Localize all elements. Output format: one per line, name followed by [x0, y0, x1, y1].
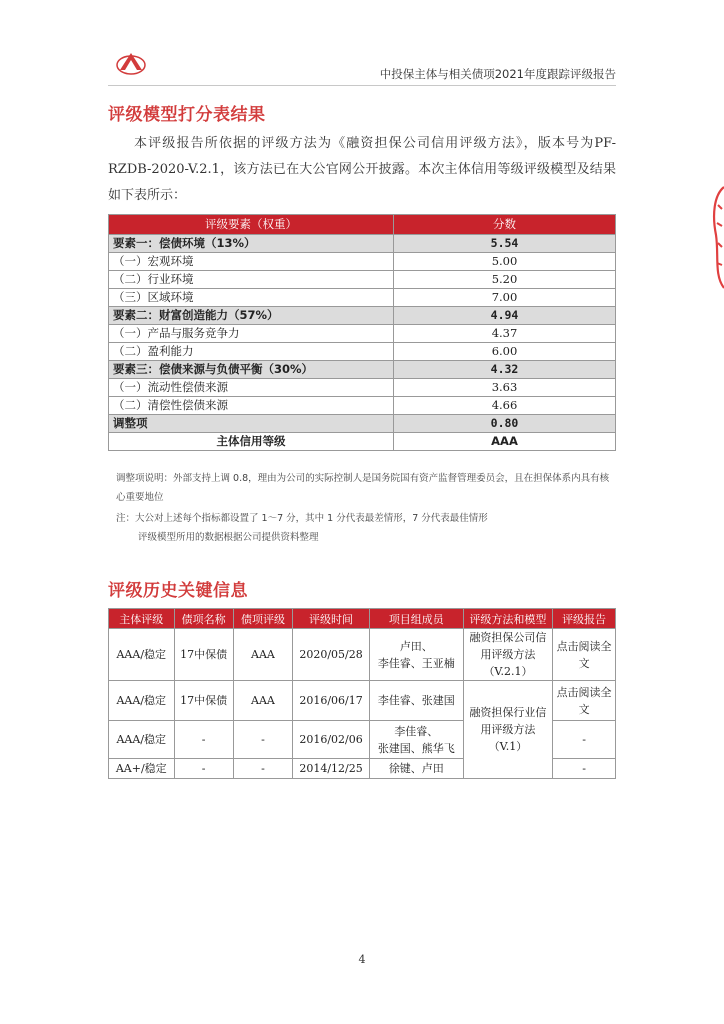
section-heading-rating-history: 评级历史关键信息 — [108, 581, 248, 601]
table-row — [109, 235, 616, 253]
intro-paragraph: 本评级报告所依据的评级方法为《融资担保公司信用评级方法》，版本号为PF-RZDB-2020-V.2.1，该方法已在大公官网公开披露。本次主体信用等级评级模型及结果如下表所示： — [108, 136, 616, 203]
table-row — [109, 325, 616, 343]
factor-label: 调整项 — [109, 415, 394, 433]
scale-note: 注：大公对上述每个指标都设置了 1～7 分，其中 1 分代表最差情形，7 分代表最佳情形 — [116, 513, 488, 524]
rating-history-table — [108, 608, 616, 779]
rating-date: 2016/06/17 — [293, 681, 370, 721]
final-rating-label: 主体信用等级 — [109, 433, 394, 451]
factor-label: （一）宏观环境 — [109, 253, 394, 271]
team-members: 李佳睿、 张建国、熊华飞 — [369, 721, 463, 759]
bond-name: 17中保债 — [174, 681, 233, 721]
column-header-method-model: 评级方法和模型 — [463, 609, 552, 629]
history-table-header — [109, 609, 616, 629]
bond-rating: AAA — [233, 629, 293, 681]
report-link[interactable]: 点击阅读全文 — [553, 629, 616, 681]
column-header-entity-rating: 主体评级 — [109, 609, 175, 629]
report-link[interactable]: 点击阅读全文 — [553, 681, 616, 721]
factor-label: （一）产品与服务竞争力 — [109, 325, 394, 343]
column-header-factor: 评级要素（权重） — [109, 215, 394, 235]
factor-label: 要素一：偿债环境（13%） — [109, 235, 394, 253]
method-model: 融资担保行业信用评级方法（V.1） — [463, 681, 552, 779]
method-model: 融资担保公司信用评级方法（V.2.1） — [463, 629, 552, 681]
factor-score: 6.00 — [394, 343, 616, 361]
seal-stamp-fragment-icon — [710, 185, 724, 290]
factor-label: （一）流动性偿债来源 — [109, 379, 394, 397]
report-value: - — [553, 721, 616, 759]
table-row — [109, 343, 616, 361]
bond-rating: AAA — [233, 681, 293, 721]
report-value: - — [553, 759, 616, 779]
factor-label: （二）清偿性偿债来源 — [109, 397, 394, 415]
factor-score: 5.20 — [394, 271, 616, 289]
table-row — [109, 415, 616, 433]
table-row — [109, 253, 616, 271]
table-row — [109, 289, 616, 307]
bond-name: 17中保债 — [174, 629, 233, 681]
rating-date: 2020/05/28 — [293, 629, 370, 681]
table-row — [109, 379, 616, 397]
factor-label: （二）行业环境 — [109, 271, 394, 289]
score-table-header — [109, 215, 616, 235]
rating-date: 2016/02/06 — [293, 721, 370, 759]
bond-name: - — [174, 721, 233, 759]
bond-rating: - — [233, 721, 293, 759]
bond-rating: - — [233, 759, 293, 779]
table-row — [109, 361, 616, 379]
column-header-team-members: 项目组成员 — [369, 609, 463, 629]
factor-label: 要素三：偿债来源与负债平衡（30%） — [109, 361, 394, 379]
factor-score: 5.00 — [394, 253, 616, 271]
section-heading-model-score: 评级模型打分表结果 — [108, 105, 266, 125]
factor-score: 4.32 — [394, 361, 616, 379]
factor-score: 0.80 — [394, 415, 616, 433]
entity-rating: AAA/稳定 — [109, 681, 175, 721]
score-table — [108, 214, 616, 451]
bond-name: - — [174, 759, 233, 779]
team-members: 卢田、 李佳睿、王亚楠 — [369, 629, 463, 681]
adjustment-note: 调整项说明：外部支持上调 0.8，理由为公司的实际控制人是国务院国有资产监督管理委员会，且在担保体系内具有核心重要地位 — [116, 473, 610, 503]
column-header-bond-name: 债项名称 — [174, 609, 233, 629]
column-header-bond-rating: 债项评级 — [233, 609, 293, 629]
factor-score: 5.54 — [394, 235, 616, 253]
factor-score: 4.66 — [394, 397, 616, 415]
table-row — [109, 681, 616, 721]
header-divider — [108, 85, 616, 86]
table-row-final-rating — [109, 433, 616, 451]
entity-rating: AAA/稳定 — [109, 721, 175, 759]
factor-label: （二）盈利能力 — [109, 343, 394, 361]
team-members: 徐键、卢田 — [369, 759, 463, 779]
factor-score: 7.00 — [394, 289, 616, 307]
final-rating-value: AAA — [394, 433, 616, 451]
column-header-score: 分数 — [394, 215, 616, 235]
header-title: 中投保主体与相关债项2021年度跟踪评级报告 — [379, 67, 616, 81]
table-row — [109, 629, 616, 681]
factor-score: 3.63 — [394, 379, 616, 397]
table-row — [109, 397, 616, 415]
column-header-report: 评级报告 — [553, 609, 616, 629]
factor-score: 4.94 — [394, 307, 616, 325]
company-logo-icon — [115, 50, 147, 76]
factor-label: （三）区域环境 — [109, 289, 394, 307]
factor-score: 4.37 — [394, 325, 616, 343]
team-members: 李佳睿、张建国 — [369, 681, 463, 721]
column-header-rating-date: 评级时间 — [293, 609, 370, 629]
table-row — [109, 307, 616, 325]
entity-rating: AA+/稳定 — [109, 759, 175, 779]
factor-label: 要素二：财富创造能力（57%） — [109, 307, 394, 325]
rating-date: 2014/12/25 — [293, 759, 370, 779]
page-number: 4 — [358, 953, 366, 966]
entity-rating: AAA/稳定 — [109, 629, 175, 681]
data-source-note: 评级模型所用的数据根据公司提供资料整理 — [138, 532, 319, 543]
table-row — [109, 271, 616, 289]
